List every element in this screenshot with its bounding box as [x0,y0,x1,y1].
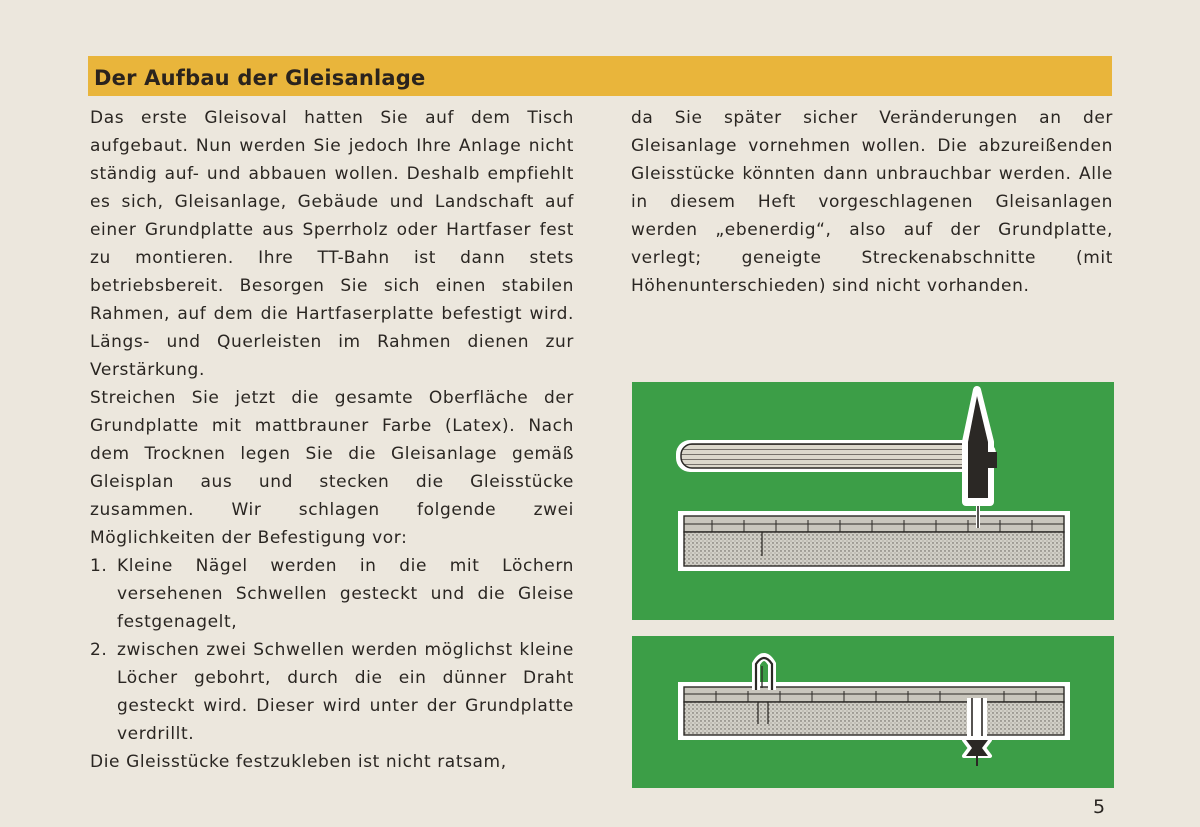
twisted-wire-icon [964,698,990,766]
wire-fastening-illustration [632,636,1114,788]
baseboard [684,532,1064,566]
hammer-icon [676,390,997,502]
wire-fastening-drawing [632,636,1114,788]
list-item [90,636,574,748]
list-item-number: 1. [90,556,108,576]
page-number: 5 [1093,796,1106,818]
intro-paragraph: Das erste Gleisoval hatten Sie auf dem Tisch aufgebaut. Nun werden Sie jedoch Ihre Anlage nicht ständig auf- und abbauen wollen. Deshalb empfiehlt es sich, Gleisanlage, Gebäude und Landschaft auf einer Grundplatte aus Sperrholz oder Hartfaser fest zu montieren. Ihre TT-Bahn ist dann stets betriebsbereit. Besorgen Sie sich einen stabilen Rahmen, auf dem die Hartfaserplatte befestigt wird. Längs- und Querleisten im Rahmen dienen zur Verstärkung. [90,108,574,380]
glue-warning-paragraph: Die Gleisstücke festzukleben ist nicht ratsam, [90,752,507,772]
list-item-text: Kleine Nägel werden in die mit Löchern versehenen Schwellen gesteckt und die Gleise festgenagelt, [117,556,574,632]
list-item [90,552,574,636]
baseboard [684,702,1064,735]
continuation-paragraph: da Sie später sicher Veränderungen an der Gleisanlage vornehmen wollen. Die abzureißenden Gleisstücke könnten dann unbrauchbar werden. Alle in diesem Heft vorgeschlagenen Gleisanlagen werden „ebenerdig“, also auf der Grundplatte, verlegt; geneigte Streckenabschnitte (mit Höhenunterschieden) sind nicht vorhanden. [631,108,1113,296]
hammer-nail-drawing [632,382,1114,620]
list-item-number: 2. [90,640,108,660]
fastening-options-list [90,552,574,748]
painting-paragraph: Streichen Sie jetzt die gesamte Oberfläche der Grundplatte mit mattbrauner Farbe (Latex). Nach dem Trocknen legen Sie die Gleisanlage gemäß Gleisplan aus und stecken die Gleisstücke zusammen. Wir schlagen folgende zwei Möglichkeiten der Befestigung vor: [90,388,574,548]
list-item-text: zwischen zwei Schwellen werden möglichst kleine Löcher gebohrt, durch die ein dünner Draht gesteckt wird. Dieser wird unter der Grundplatte verdrillt. [117,640,574,744]
hammer-nail-illustration [632,382,1114,620]
left-text-column [90,104,574,776]
section-heading-bar [88,56,1112,96]
right-text-column [631,104,1113,300]
section-heading: Der Aufbau der Gleisanlage [94,66,426,90]
